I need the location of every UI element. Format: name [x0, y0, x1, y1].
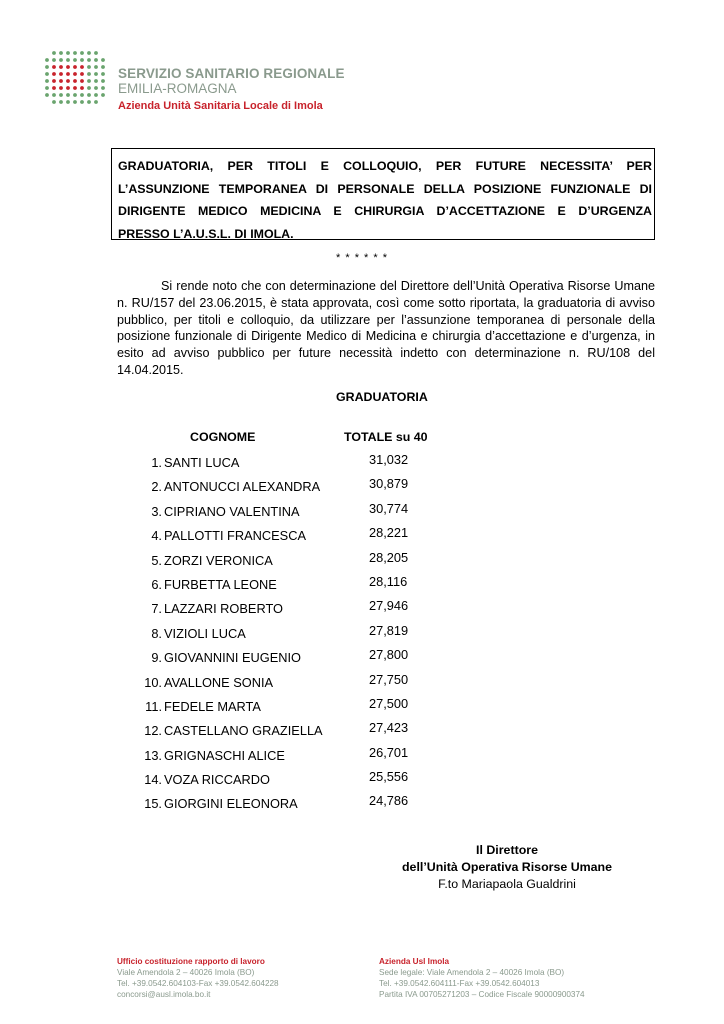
ranking-number: 13. [144, 747, 162, 763]
logo-dot [87, 79, 91, 83]
logo-dot [101, 79, 105, 83]
candidate-name: GIORGINI ELEONORA [164, 796, 298, 812]
logo-dot [101, 72, 105, 76]
ranking-number: 10. [144, 674, 162, 690]
logo-dot [80, 65, 84, 69]
logo-dot [101, 58, 105, 62]
document-title: GRADUATORIA, PER TITOLI E COLLOQUIO, PER FUTURE NECESSITA’ PER L’ASSUNZIONE TEMPORANEA DI PERSONALE DELLA POSIZIONE FUNZIONALE DI DIRIGENTE MEDICO MEDICINA E CHIRURGIA D’ACCETTAZIONE E D’URGENZA [118, 159, 652, 218]
ranking-row [138, 769, 438, 793]
logo-dot [66, 65, 70, 69]
logo-dot [52, 72, 56, 76]
candidate-score: 31,032 [369, 452, 409, 467]
ranking-heading: GRADUATORIA [336, 390, 428, 404]
ranking-number: 9. [151, 650, 162, 666]
candidate-score: 28,221 [369, 525, 409, 541]
candidate-name: FURBETTA LEONE [164, 576, 277, 592]
document-title-box [111, 148, 655, 240]
logo-dot [52, 86, 56, 90]
candidate-score: 30,774 [369, 500, 409, 516]
logo-dot [66, 72, 70, 76]
logo-dot [94, 79, 98, 83]
logo-dot [94, 58, 98, 62]
candidate-score: 30,879 [369, 476, 409, 492]
candidate-name: LAZZARI ROBERTO [164, 601, 283, 617]
logo-dot [87, 58, 91, 62]
candidate-score: 24,786 [369, 793, 409, 809]
footer-office [117, 956, 279, 1000]
ranking-row [138, 550, 438, 574]
logo-dot [87, 100, 91, 104]
logo-dot [52, 58, 56, 62]
logo-dot [73, 93, 77, 97]
logo-dot [52, 100, 56, 104]
logo-dot [45, 93, 49, 97]
logo-dot [73, 86, 77, 90]
footer-company-phone: Tel. +39.0542.604111-Fax +39.0542.604013 [379, 979, 540, 988]
candidate-name: FEDELE MARTA [164, 698, 261, 714]
dot-grid-logo-icon [44, 50, 106, 106]
logo-dot [52, 79, 56, 83]
signature-department: dell’Unità Operativa Risorse Umane [401, 860, 613, 874]
candidate-score: 27,423 [369, 720, 409, 736]
candidate-score: 27,800 [369, 647, 409, 663]
logo-dot [59, 51, 63, 55]
logo-dot [101, 65, 105, 69]
logo-dot [87, 65, 91, 69]
ranking-number: 8. [151, 625, 162, 641]
logo-dot [94, 72, 98, 76]
logo-dot [66, 58, 70, 62]
ranking-row [138, 476, 438, 500]
logo-dot [87, 93, 91, 97]
separator-stars: * * * * * * [336, 252, 388, 264]
logo-dot [45, 86, 49, 90]
logo-dot [87, 51, 91, 55]
logo-dot [80, 79, 84, 83]
logo-dot [73, 65, 77, 69]
signature-name: F.to Mariapaola Gualdrini [438, 877, 576, 891]
logo-dot [73, 72, 77, 76]
logo-dot [101, 93, 105, 97]
logo-dot [59, 65, 63, 69]
footer-company [379, 956, 585, 1000]
candidate-score: 27,946 [369, 598, 409, 614]
logo-dot [66, 79, 70, 83]
logo-dot [45, 79, 49, 83]
ranking-number: 7. [151, 601, 162, 617]
logo-dot [94, 100, 98, 104]
logo-dot [59, 86, 63, 90]
candidate-name: ANTONUCCI ALEXANDRA [164, 479, 321, 495]
logo-dot [80, 58, 84, 62]
logo-dot [87, 86, 91, 90]
footer-office-email: concorsi@ausl.imola.bo.it [117, 990, 211, 999]
org-line-2: EMILIA-ROMAGNA [118, 81, 237, 96]
logo-dot [87, 72, 91, 76]
logo-dot [66, 86, 70, 90]
logo-dot [80, 93, 84, 97]
logo-dot [59, 58, 63, 62]
logo-dot [101, 86, 105, 90]
footer-office-address: Viale Amendola 2 – 40026 Imola (BO) [117, 968, 255, 977]
candidate-name: CASTELLANO GRAZIELLA [164, 723, 323, 739]
organization-name [118, 66, 345, 114]
candidate-name: GRIGNASCHI ALICE [164, 747, 285, 763]
logo-dot [94, 65, 98, 69]
column-header-name: COGNOME [190, 430, 256, 444]
logo-dot [80, 51, 84, 55]
logo-dot [45, 72, 49, 76]
ranking-number: 5. [151, 552, 162, 568]
ranking-number: 12. [144, 723, 162, 739]
ranking-row [138, 525, 438, 549]
logo-dot [73, 58, 77, 62]
candidate-name: ZORZI VERONICA [164, 552, 273, 568]
ranking-number: 15. [144, 796, 162, 812]
ranking-row [138, 672, 438, 696]
candidate-score: 27,500 [369, 695, 409, 711]
logo-dot [59, 93, 63, 97]
logo-dot [94, 51, 98, 55]
ranking-number: 4. [151, 528, 162, 544]
ranking-row [138, 501, 438, 525]
candidate-name: VOZA RICCARDO [164, 772, 270, 788]
logo-dot [45, 65, 49, 69]
logo-dot [80, 72, 84, 76]
footer-office-heading: Ufficio costituzione rapporto di lavoro [117, 957, 265, 966]
candidate-name: GIOVANNINI EUGENIO [164, 650, 301, 666]
logo-dot [52, 65, 56, 69]
logo-dot [59, 72, 63, 76]
candidate-score: 26,701 [369, 744, 409, 760]
footer-office-phone: Tel. +39.0542.604103-Fax +39.0542.604228 [117, 979, 279, 988]
logo-dot [66, 93, 70, 97]
ranking-row [138, 574, 438, 598]
ranking-number: 3. [151, 503, 162, 519]
signature-title: Il Direttore [476, 843, 538, 857]
candidate-name: CIPRIANO VALENTINA [164, 503, 300, 519]
footer-company-vat: Partita IVA 00705271203 – Codice Fiscale 90000900374 [379, 990, 585, 999]
ranking-number: 6. [151, 576, 162, 592]
ranking-row [138, 745, 438, 769]
footer-company-heading: Azienda Usl Imola [379, 957, 450, 966]
ranking-row [138, 452, 438, 476]
ranking-list [138, 452, 438, 818]
logo-dot [59, 100, 63, 104]
ranking-row [138, 623, 438, 647]
org-line-1: SERVIZIO SANITARIO REGIONALE [118, 66, 345, 81]
candidate-score: 27,750 [369, 671, 409, 687]
body-paragraph: Si rende noto che con determinazione del Direttore dell’Unità Operativa Risorse Umane n. RU/157 del 23.06.2015, è stata approvata, così come sotto riportata, la graduatoria di avviso pubblico, per titoli e colloquio, da utilizzare per l’assunzione temporanea di personale della posizione funzionale di Dirigente Medico di Medicina e chirurgia d’accettazione e d’urgenza, in esito ad avviso pubblico per future necessità indetto con determinazione n. RU/108 del 14.04.2015. [117, 279, 655, 377]
ranking-number: 2. [151, 479, 162, 495]
ranking-number: 11. [145, 698, 162, 714]
logo-dot [73, 100, 77, 104]
column-header-total: TOTALE su 40 [344, 430, 428, 444]
candidate-score: 25,556 [369, 769, 409, 785]
candidate-name: AVALLONE SONIA [164, 674, 274, 690]
ranking-number: 14. [144, 772, 162, 788]
logo-dot [80, 86, 84, 90]
ranking-row [138, 793, 438, 817]
signature-block [380, 842, 634, 893]
logo-dot [66, 100, 70, 104]
candidate-score: 28,116 [369, 573, 408, 589]
candidate-score: 27,819 [369, 622, 409, 638]
org-line-3: Azienda Unità Sanitaria Locale di Imola [118, 100, 323, 112]
candidate-score: 28,205 [369, 549, 409, 565]
ranking-row [138, 720, 438, 744]
logo-dot [73, 51, 77, 55]
logo-dot [52, 93, 56, 97]
logo-dot [66, 51, 70, 55]
logo-dot [59, 79, 63, 83]
ranking-row [138, 647, 438, 671]
document-title-last-line: PRESSO L’A.U.S.L. DI IMOLA. [118, 226, 294, 241]
ranking-row [138, 598, 438, 622]
candidate-name: VIZIOLI LUCA [164, 625, 246, 641]
logo-dot [94, 86, 98, 90]
candidate-name: SANTI LUCA [164, 455, 240, 470]
ranking-number: 1. [151, 455, 162, 470]
candidate-name: PALLOTTI FRANCESCA [164, 528, 306, 544]
logo-dot [73, 79, 77, 83]
logo-dot [45, 58, 49, 62]
logo-dot [52, 51, 56, 55]
logo-dot [94, 93, 98, 97]
ranking-row [138, 696, 438, 720]
footer-company-address: Sede legale: Viale Amendola 2 – 40026 Imola (BO) [379, 968, 565, 977]
logo-dot [80, 100, 84, 104]
